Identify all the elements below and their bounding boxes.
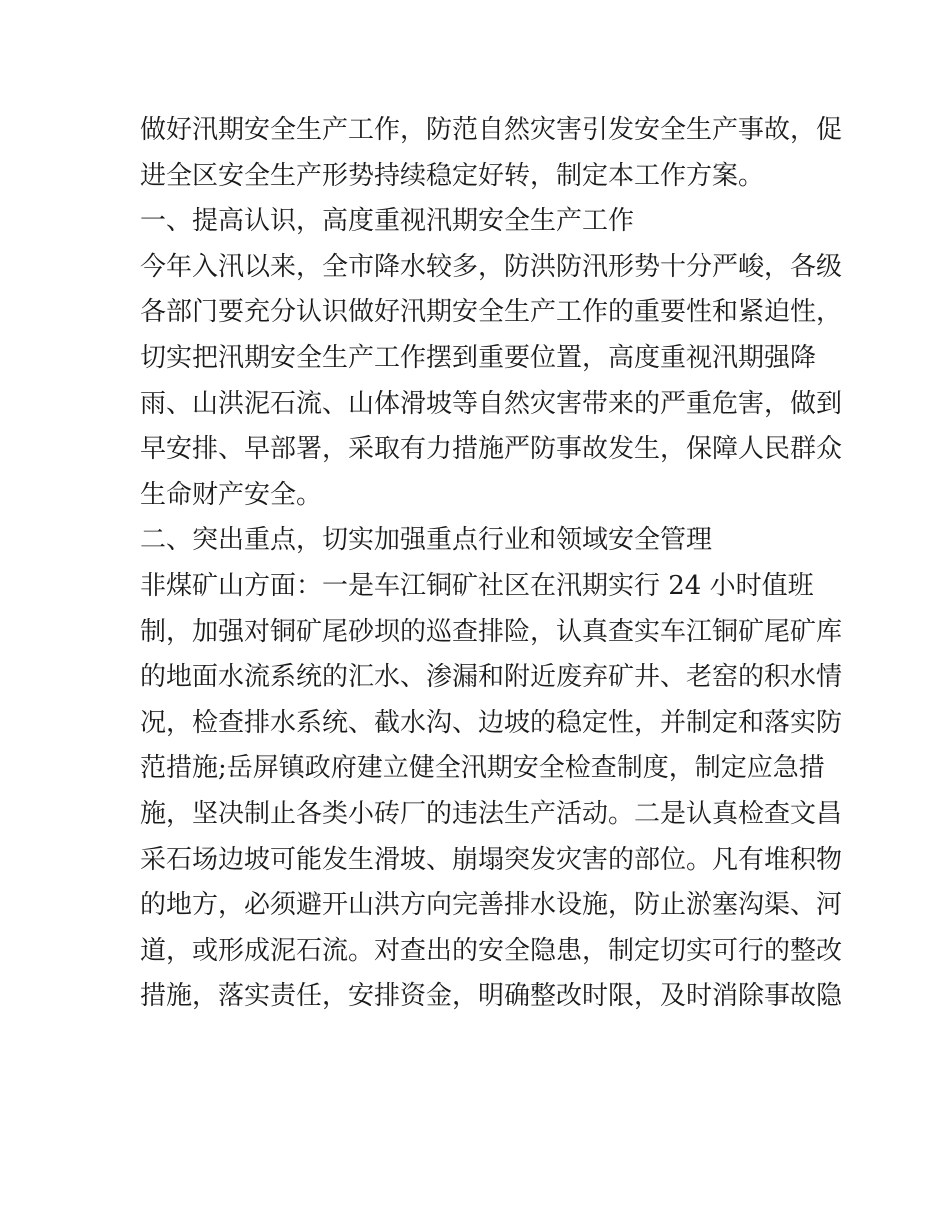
document-body bbox=[140, 108, 843, 1020]
section-heading: 一、提高认识，高度重视汛期安全生产工作 bbox=[140, 206, 635, 237]
text-line: 采石场边坡可能发生滑坡、崩塌突发灾害的部位。凡有堆积物 bbox=[140, 844, 843, 875]
text-line: 措施，落实责任，安排资金，明确整改时限，及时消除事故隐 bbox=[140, 981, 843, 1012]
text-line: 制，加强对铜矿尾砂坝的巡查排险，认真查实车江铜矿尾矿库 bbox=[140, 616, 843, 647]
text-line: 施，坚决制止各类小砖厂的违法生产活动。二是认真检查文昌 bbox=[140, 798, 843, 829]
section-heading: 二、突出重点，切实加强重点行业和领域安全管理 bbox=[140, 525, 713, 556]
text-line: 的地方，必须避开山洪方向完善排水设施，防止淤塞沟渠、河 bbox=[140, 890, 843, 921]
text-line: 切实把汛期安全生产工作摆到重要位置，高度重视汛期强降 bbox=[140, 342, 817, 373]
text-line: 非煤矿山方面：一是车江铜矿社区在汛期实行 24 小时值班 bbox=[140, 570, 814, 601]
text-line: 各部门要充分认识做好汛期安全生产工作的重要性和紧迫性， bbox=[140, 297, 843, 328]
text-line: 今年入汛以来，全市降水较多，防洪防汛形势十分严峻，各级 bbox=[140, 251, 843, 282]
text-line: 做好汛期安全生产工作，防范自然灾害引发安全生产事故，促 bbox=[140, 115, 843, 145]
text-line: 道，或形成泥石流。对查出的安全隐患，制定切实可行的整改 bbox=[140, 935, 843, 966]
text-line: 况，检查排水系统、截水沟、边坡的稳定性，并制定和落实防 bbox=[140, 707, 843, 738]
text-line: 生命财产安全。 bbox=[140, 479, 323, 510]
text-line: 的地面水流系统的汇水、渗漏和附近废弃矿井、老窑的积水情 bbox=[140, 662, 843, 693]
text-line: 进全区安全生产形势持续稳定好转，制定本工作方案。 bbox=[140, 160, 765, 191]
text-line: 范措施;岳屏镇政府建立健全汛期安全检查制度，制定应急措 bbox=[140, 753, 825, 784]
text-line: 早安排、早部署，采取有力措施严防事故发生，保障人民群众 bbox=[140, 434, 843, 465]
text-line: 雨、山洪泥石流、山体滑坡等自然灾害带来的严重危害，做到 bbox=[140, 388, 843, 419]
